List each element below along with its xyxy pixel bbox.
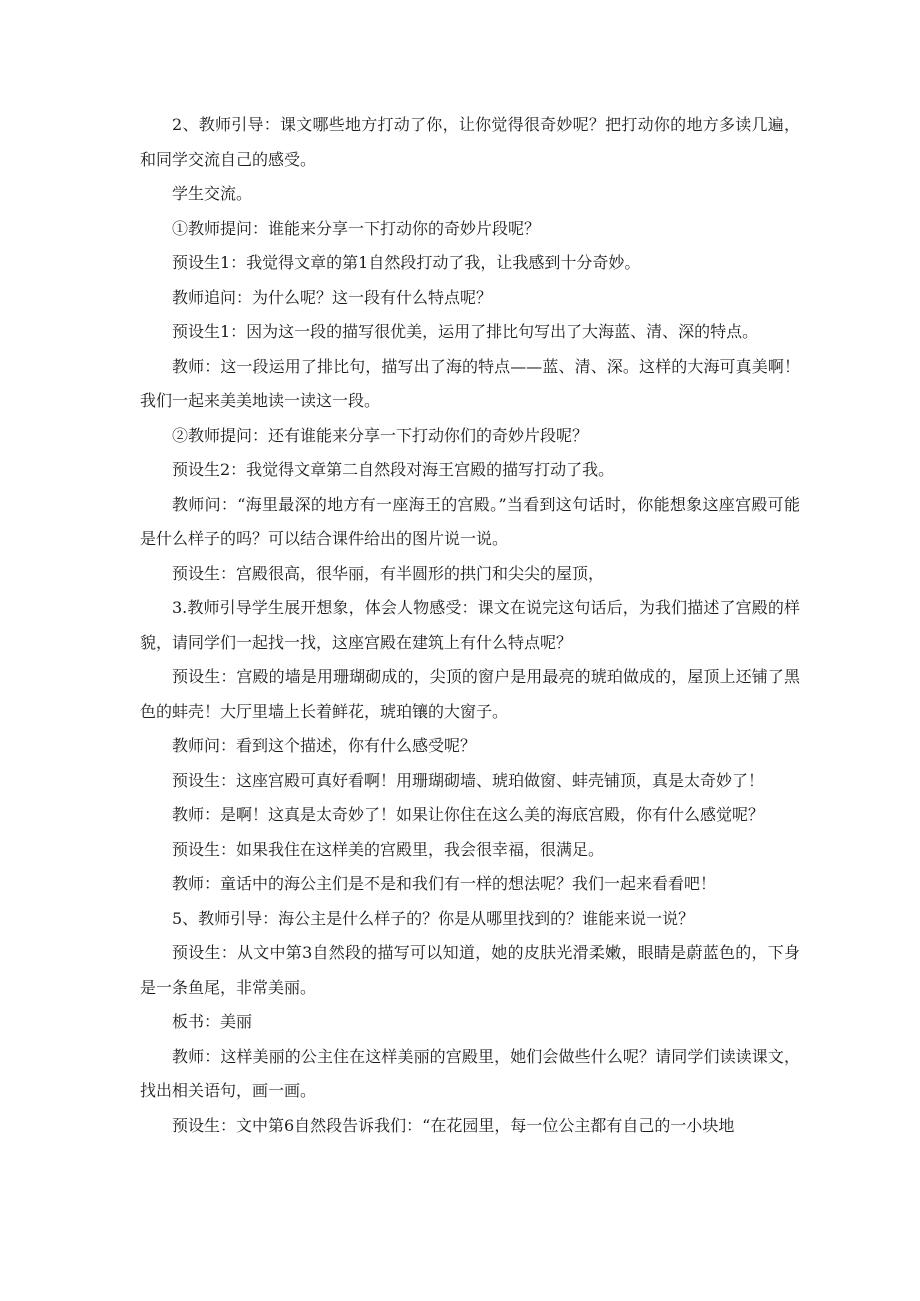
paragraph: 教师问：看到这个描述，你有什么感受呢？: [172, 736, 477, 755]
paragraph: 预设生2：我觉得文章第二自然段对海王宫殿的描写打动了我。: [172, 460, 615, 479]
paragraph: 教师：童话中的海公主们是不是和我们有一样的想法呢？我们一起来看看吧！: [172, 874, 717, 893]
paragraph: 预设生：如果我住在这样美的宫殿里，我会很幸福，很满足。: [172, 839, 605, 859]
paragraph: 教师：这一段运用了排比句，描写出了海的特点——蓝、清、深。这样的大海可真美啊！我们一起来美美地读一读这一段。: [140, 356, 800, 410]
paragraph: ②教师提问：还有谁能来分享一下打动你们的奇妙片段呢？: [172, 425, 589, 445]
paragraph: 教师问：“海里最深的地方有一座海王的宫殿。”当看到这句话时，你能想象这座宫殿可能是什么样子的吗？可以结合课件给出的图片说一说。: [140, 494, 800, 548]
paragraph: 预设生：这座宫殿可真好看啊！用珊瑚砌墙、琥珀做窗、蚌壳铺顶，真是太奇妙了！: [172, 770, 765, 790]
paragraph: 5、教师引导：海公主是什么样子的？你是从哪里找到的？谁能来说一说？: [172, 908, 695, 928]
paragraph: 预设生：从文中第3自然段的描写可以知道，她的皮肤光滑柔嫩，眼睛是蔚蓝色的，下身是一条鱼尾，非常美丽。: [140, 943, 800, 997]
paragraph: 预设生：文中第6自然段告诉我们：“在花园里，每一位公主都有自己的一小块地: [172, 1115, 735, 1135]
document-body: [140, 108, 800, 1143]
paragraph: 2、教师引导：课文哪些地方打动了你，让你觉得很奇妙呢？把打动你的地方多读几遍，和同学交流自己的感受。: [140, 115, 800, 169]
paragraph: 教师：这样美丽的公主住在这样美丽的宫殿里，她们会做些什么呢？请同学们读读课文，找出相关语句，画一画。: [140, 1046, 800, 1100]
paragraph: 预设生1：因为这一段的描写很优美，运用了排比句写出了大海蓝、清、深的特点。: [172, 322, 759, 341]
paragraph: 预设生1：我觉得文章的第1自然段打动了我，让我感到十分奇妙。: [172, 253, 641, 272]
paragraph: 教师：是啊！这真是太奇妙了！如果让你住在这么美的海底宫殿，你有什么感觉呢？: [172, 805, 765, 824]
paragraph: 3.教师引导学生展开想象，体会人物感受：课文在说完这句话后，为我们描述了宫殿的样貌，请同学们一起找一找，这座宫殿在建筑上有什么特点呢？: [140, 598, 800, 652]
paragraph: ①教师提问：谁能来分享一下打动你的奇妙片段呢？: [172, 218, 541, 238]
paragraph: 教师追问：为什么呢？这一段有什么特点呢？: [172, 287, 493, 307]
paragraph: 学生交流。: [172, 184, 253, 203]
paragraph: 预设生：宫殿的墙是用珊瑚砌成的，尖顶的窗户是用最亮的琥珀做成的，屋顶上还铺了黑色的蚌壳！大厅里墙上长着鲜花，琥珀镶的大窗子。: [140, 667, 800, 721]
paragraph: 预设生：宫殿很高，很华丽，有半圆形的拱门和尖尖的屋顶，: [172, 563, 605, 583]
paragraph: 板书：美丽: [172, 1012, 253, 1031]
